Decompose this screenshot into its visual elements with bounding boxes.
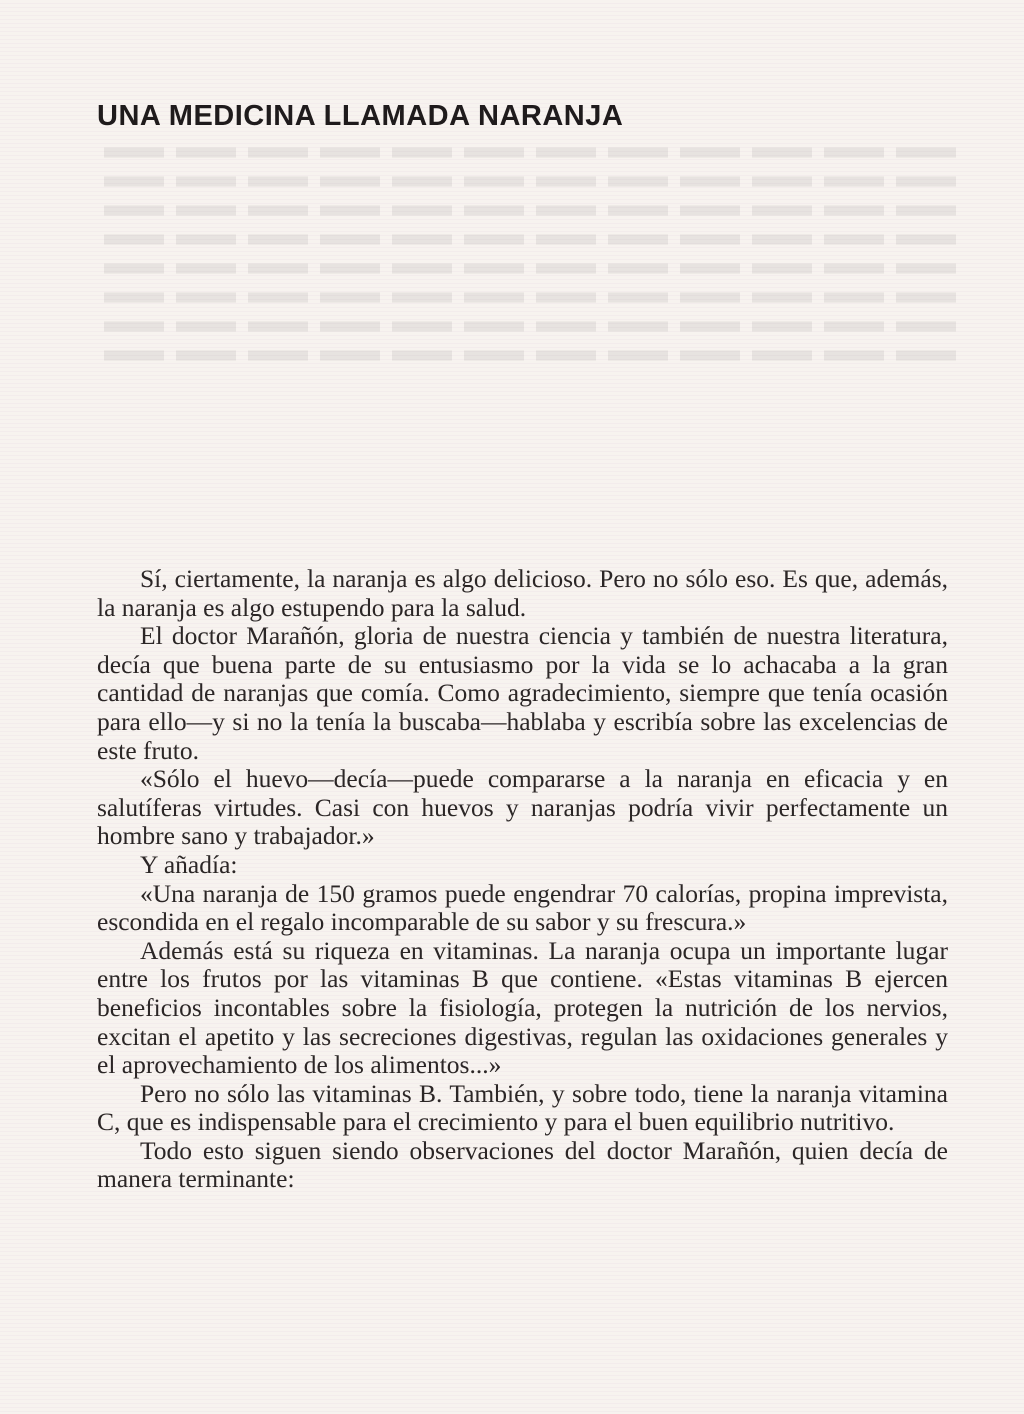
show-through-text [96,138,956,368]
paragraph: Además está su riqueza en vitaminas. La naranja ocupa un importante lugar entre los frutos por las vitaminas B que contiene. «Estas vitaminas B ejercen beneficios incontables sobre la fisiología, protegen la nutrición de los nervios, excitan el apetito y las secreciones digestivas, regulan las oxidaciones generales y el aprovechamiento de los alimentos...» [97,935,948,1080]
paragraph: Pero no sólo las vitaminas B. También, y sobre todo, tiene la naranja vitamina C, que es indispensable para el crecimiento y para el buen equilibrio nutritivo. [97,1078,948,1137]
show-through-line [96,263,956,273]
paragraph: «Una naranja de 150 gramos puede engendrar 70 calorías, propina imprevista, escondida en el regalo incomparable de su sabor y su frescura.» [97,878,948,937]
paragraph: Todo esto siguen siendo observaciones del doctor Marañón, quien decía de manera terminante: [97,1135,948,1194]
show-through-line [96,176,956,186]
show-through-line [96,350,956,360]
show-through-line [96,147,956,157]
show-through-line [96,234,956,244]
paragraph: Sí, ciertamente, la naranja es algo delicioso. Pero no sólo eso. Es que, además, la naranja es algo estupendo para la salud. [97,564,948,622]
paragraph: «Sólo el huevo—decía—puede compararse a la naranja en eficacia y en salutíferas virtudes. Casi con huevos y naranjas podría vivir perfectamente un hombre sano y trabajador.» [97,764,948,851]
paragraph: El doctor Marañón, gloria de nuestra ciencia y también de nuestra literatura, decía que buena parte de su entusiasmo por la vida se lo achacaba a la gran cantidad de naranjas que comía. Como agradecimiento, siempre que tenía ocasión para ello—y si no la tenía la buscaba—hablaba y escribía sobre las excelencias de este fruto. [97,621,948,765]
show-through-line [96,321,956,331]
document-body [97,565,948,1194]
show-through-line [96,292,956,302]
paragraph: Y añadía: [140,849,238,879]
document-title: UNA MEDICINA LLAMADA NARANJA [97,100,624,132]
show-through-line [96,205,956,215]
